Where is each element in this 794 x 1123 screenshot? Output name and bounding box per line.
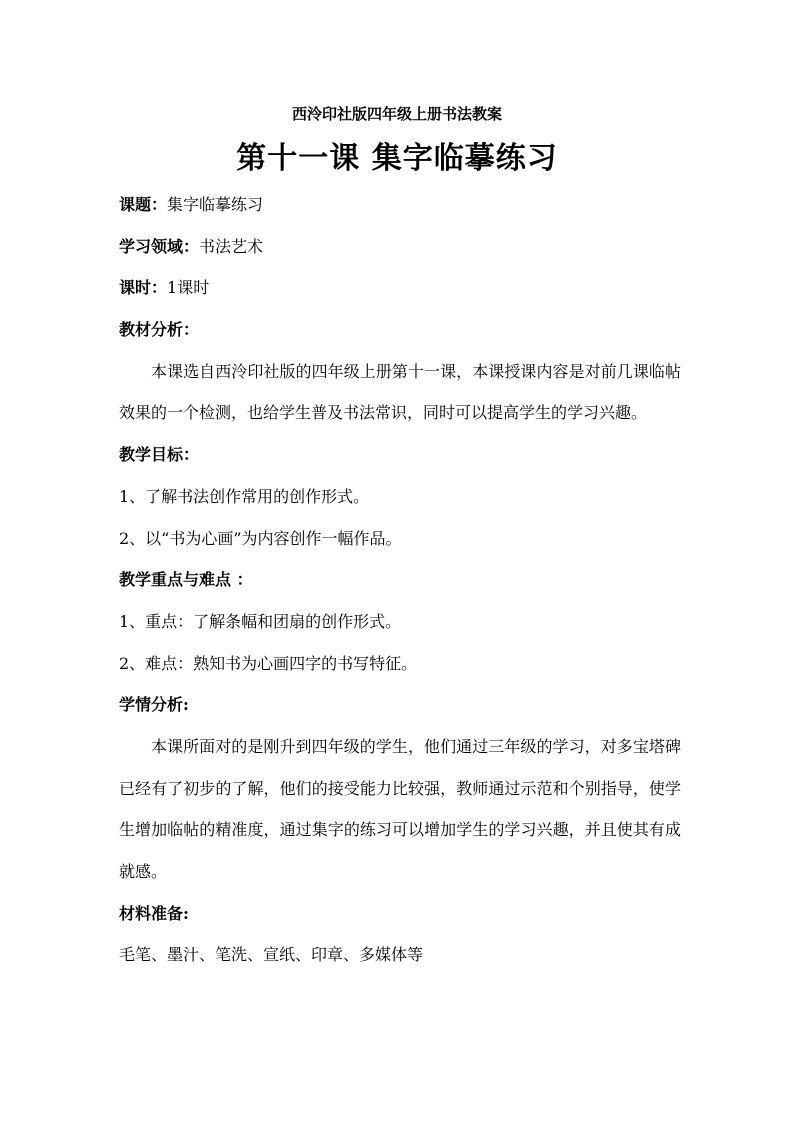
field-label: 学习领域： (119, 236, 200, 256)
goals-heading: 教学目标： (119, 445, 200, 465)
field-value: 书法艺术 (199, 236, 264, 256)
key-point-item: 2、难点：熟知书为心画四字的书写特征。 (119, 653, 418, 673)
students-heading: 学情分析: (119, 695, 189, 715)
key-point-item: 1、重点：了解条幅和团扇的创作形式。 (119, 611, 402, 631)
topic-value: 集字临摹练习 (167, 195, 264, 214)
lesson-title: 第十一课 集字临摹练习 (236, 141, 558, 176)
goal-item: 1、了解书法创作常用的创作形式。 (119, 486, 370, 506)
field-line (119, 226, 681, 268)
topic-line (119, 184, 681, 226)
analysis-paragraph: 本课选自西泠印社版的四年级上册第十一课，本课授课内容是对前几课临帖效果的一个检测，也给学生普及书法常识，同时可以提高学生的学习兴趣。 (119, 361, 681, 423)
materials-heading: 材料准备: (119, 903, 189, 923)
topic-label: 课题： (119, 195, 168, 214)
hours-line (119, 267, 681, 309)
hours-label: 课时： (119, 278, 168, 298)
students-paragraph: 本课所面对的是刚升到四年级的学生，他们通过三年级的学习，对多宝塔碑已经有了初步的了解，他们的接受能力比较强，教师通过示范和个别指导，使学生增加临帖的精准度，通过集字的练习可以增加学生的学习兴趣，并且使其有成就感。 (119, 736, 681, 882)
key-points-heading: 教学重点与难点 ： (119, 570, 253, 590)
lesson-content (119, 184, 681, 976)
document-subtitle: 西泠印社版四年级上册书法教案 (291, 105, 502, 123)
hours-value: 1课时 (167, 278, 210, 298)
analysis-heading: 教材分析： (119, 320, 200, 340)
materials-list: 毛笔、墨汁、笔洗、宣纸、印章、多媒体等 (119, 945, 424, 965)
goal-item: 2、以“书为心画”为内容创作一幅作品。 (119, 528, 402, 548)
